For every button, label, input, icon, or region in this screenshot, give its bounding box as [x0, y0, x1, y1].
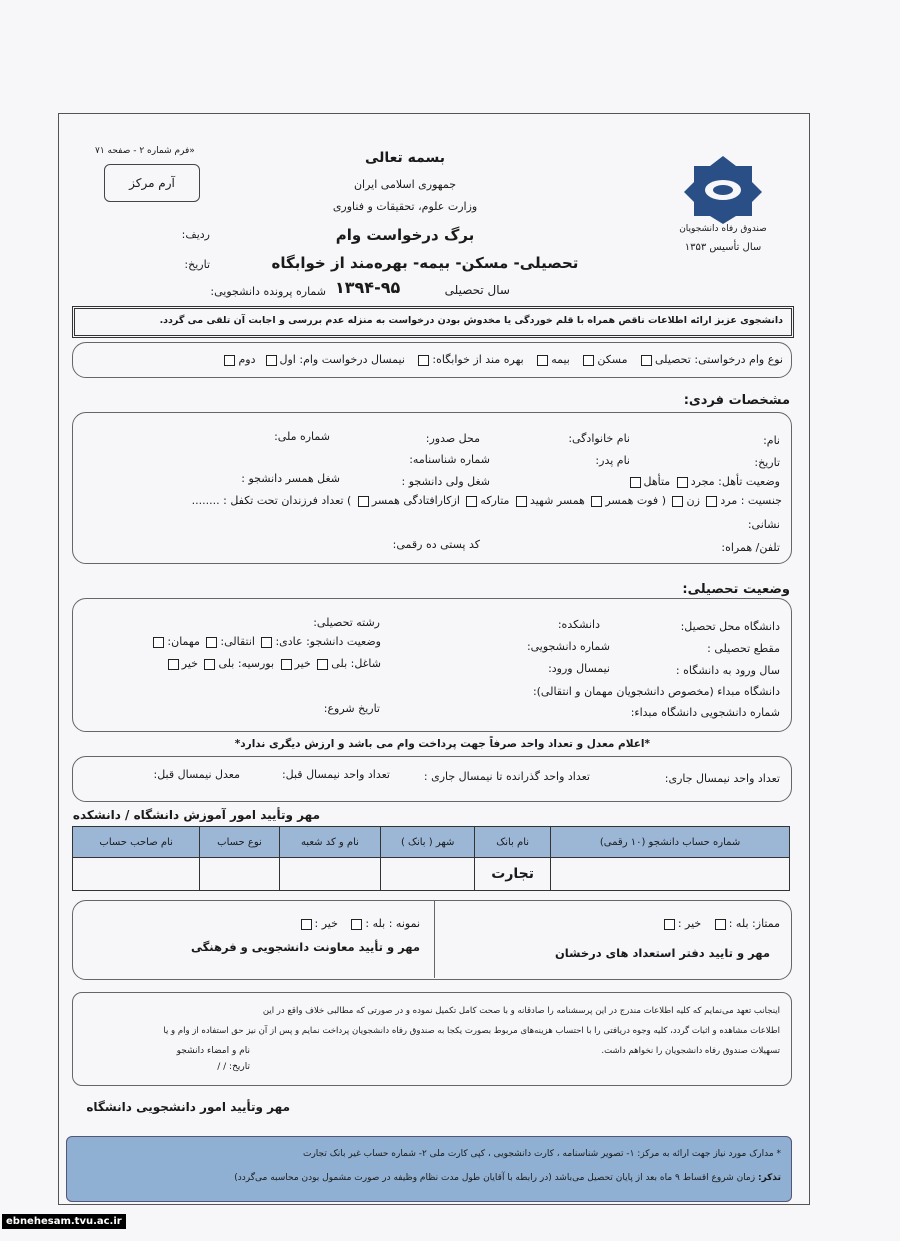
excellent-yes-checkbox[interactable]: [715, 919, 726, 930]
excellent-yes: بله :: [728, 917, 749, 930]
dorm-checkbox[interactable]: [418, 355, 429, 366]
gender-row: [150, 494, 782, 507]
disabled-spouse-label: ازکارافتادگی همسر: [371, 494, 460, 507]
first-semester-checkbox[interactable]: [266, 355, 277, 366]
cell-account-type[interactable]: [200, 858, 279, 891]
note-row: [81, 1173, 781, 1183]
sample-yes-checkbox[interactable]: [351, 919, 362, 930]
martyr-spouse-label: همسر شهید: [529, 494, 585, 507]
cell-city[interactable]: [381, 858, 475, 891]
marital-label: وضعیت تأهل:: [718, 475, 780, 488]
date-label: تاریخ:: [184, 258, 210, 271]
prev-units-field[interactable]: تعداد واحد نیمسال قبل:: [281, 768, 390, 781]
pledge-date[interactable]: تاریخ: / /: [217, 1062, 250, 1072]
family-field[interactable]: نام خانوادگی:: [568, 432, 630, 445]
option-academic: تحصیلی: [655, 353, 691, 366]
guest-checkbox[interactable]: [153, 637, 164, 648]
spouse-death-checkbox[interactable]: [591, 496, 602, 507]
cell-account-no[interactable]: [551, 858, 790, 891]
notice-box: [72, 306, 794, 338]
origin-univ-field[interactable]: دانشگاه مبداء (مخصوص دانشجویان مهمان و انتقالی):: [532, 685, 780, 698]
name-field[interactable]: نام:: [763, 434, 780, 447]
marital-row: [620, 475, 780, 488]
form-ref: «فرم شماره ۲ - صفحه ۷۱: [95, 146, 195, 156]
loan-type-label: نوع وام درخواستی:: [694, 353, 783, 366]
guardian-job-field[interactable]: شغل ولی دانشجو :: [401, 475, 490, 488]
father-field[interactable]: نام پدر:: [595, 454, 630, 467]
male-checkbox[interactable]: [706, 496, 717, 507]
employed-label: شاغل:: [350, 657, 381, 670]
faculty-field[interactable]: دانشکده:: [557, 618, 600, 631]
postal-field[interactable]: کد پستی ده رقمی:: [392, 538, 480, 551]
transfer-checkbox[interactable]: [206, 637, 217, 648]
header-branch: نام و کد شعبه: [279, 827, 381, 858]
transfer-label: انتقالی:: [220, 635, 255, 648]
header-account-no: شماره حساب دانشجو (۱۰ رقمی): [551, 827, 790, 858]
single-label: مجرد: [690, 475, 715, 488]
form-title: برگ درخواست وام: [335, 226, 475, 244]
cell-bank-name[interactable]: تجارت: [475, 858, 551, 891]
stamp-box: [104, 164, 200, 202]
country-name: جمهوری اسلامی ایران: [353, 178, 457, 191]
ministry-name: وزارت علوم، تحقیقات و فناوری: [332, 200, 478, 213]
scholarship-yes-checkbox[interactable]: [204, 659, 215, 670]
regular-checkbox[interactable]: [261, 637, 272, 648]
national-id-field[interactable]: شماره ملی:: [274, 430, 330, 443]
header-account-type: نوع حساب: [200, 827, 279, 858]
header-bank-name: نام بانک: [475, 827, 551, 858]
logo: [678, 154, 768, 224]
stamp-label: آرم مرکز: [129, 176, 175, 190]
pledge-line1: اینجانب تعهد می‌نمایم که کلیه اطلاعات مندرج در این پرسشنامه را صادقانه و با صحت کامل تکمیل نموده و در صورتی که مطالبی خلاف واقع در این: [262, 1006, 780, 1016]
martyr-spouse-checkbox[interactable]: [516, 496, 527, 507]
id-number-field[interactable]: شماره شناسنامه:: [409, 453, 490, 466]
housing-checkbox[interactable]: [583, 355, 594, 366]
excellent-row: [560, 917, 780, 930]
academic-checkbox[interactable]: [641, 355, 652, 366]
gender-label: جنسیت : مرد: [720, 494, 782, 507]
spouse-death-label: ( فوت همسر: [605, 494, 666, 507]
employed-yes-checkbox[interactable]: [317, 659, 328, 670]
children-label: ) تعداد فرزندان تحت تکفل : ........: [191, 494, 352, 507]
bank-table-header: [73, 827, 790, 858]
gpa-note: *اعلام معدل و تعداد واحد صرفاً جهت پرداخت وام می باشد و ارزش دیگری ندارد*: [234, 738, 650, 750]
scholarship-no-checkbox[interactable]: [168, 659, 179, 670]
passed-units-field[interactable]: تعداد واحد گذرانده تا نیمسال جاری :: [423, 770, 590, 783]
excellent-label: ممتاز:: [752, 917, 780, 930]
origin-no-field[interactable]: شماره دانشجویی دانشگاه مبداء:: [630, 706, 780, 719]
female-label: زن: [686, 494, 700, 507]
semester-label: نیمسال درخواست وام: اول: [279, 353, 405, 366]
header-holder: نام صاحب حساب: [73, 827, 200, 858]
option-housing: مسکن: [597, 353, 628, 366]
disabled-spouse-checkbox[interactable]: [358, 496, 369, 507]
deputy-stamp: مهر و تأیید معاونت دانشجویی و فرهنگی: [190, 940, 420, 954]
row-label: ردیف:: [181, 228, 210, 241]
single-checkbox[interactable]: [677, 477, 688, 488]
header-city: شهر ( بانک ): [381, 827, 475, 858]
sample-no-checkbox[interactable]: [301, 919, 312, 930]
gpa-prev-field[interactable]: معدل نیمسال قبل:: [153, 768, 240, 781]
second-semester-label: دوم: [238, 353, 256, 366]
pledge-line3: تسهیلات صندوق رفاه دانشجویان را نخواهم داشت.: [601, 1046, 780, 1056]
excellent-no: خیر :: [677, 917, 702, 930]
separated-label: متارکه: [480, 494, 510, 507]
file-no-label: شماره پرونده دانشجویی:: [210, 285, 326, 298]
spouse-job-field[interactable]: شغل همسر دانشجو :: [241, 472, 340, 485]
scholarship-label: بورسیه: بلی: [218, 657, 275, 670]
major-field[interactable]: رشته تحصیلی:: [313, 616, 380, 629]
sample-row: [200, 917, 420, 930]
footer-box: [66, 1136, 792, 1202]
employed-yes: بلی: [331, 657, 348, 670]
excellent-no-checkbox[interactable]: [664, 919, 675, 930]
signature-label: نام و امضاء دانشجو: [176, 1046, 250, 1056]
loan-types-title: تحصیلی- مسکن- بیمه- بهره‌مند از خوابگاه: [271, 254, 579, 272]
student-affairs-approval: مهر وتأیید امور دانشجویی دانشگاه: [86, 1100, 290, 1114]
loan-type-box: [72, 342, 792, 378]
address-field[interactable]: نشانی:: [747, 518, 780, 531]
student-status-label: وضعیت دانشجو: عادی:: [275, 635, 381, 648]
student-no-field[interactable]: شماره دانشجویی:: [526, 640, 610, 653]
option-dorm: بهره مند از خوابگاه:: [432, 353, 524, 366]
logo-text: صندوق رفاه دانشجویان: [679, 224, 767, 234]
table-row: [73, 858, 790, 891]
employment-row: [136, 657, 381, 670]
entry-semester-field[interactable]: نیمسال ورود:: [548, 662, 610, 675]
married-label: متأهل: [643, 475, 671, 488]
cell-branch[interactable]: [279, 858, 381, 891]
insurance-checkbox[interactable]: [537, 355, 548, 366]
loan-type-row: [221, 353, 783, 366]
student-status-row: [136, 635, 381, 648]
education-title: وضعیت تحصیلی:: [682, 582, 790, 597]
academic-year-value: ۱۳۹۴-۹۵: [335, 278, 401, 297]
watermark: ebnehesam.tvu.ac.ir: [2, 1214, 126, 1229]
guest-label: مهمان:: [167, 635, 200, 648]
separated-checkbox[interactable]: [466, 496, 477, 507]
option-insurance: بیمه: [551, 353, 570, 366]
personal-title: مشخصات فردی:: [683, 393, 790, 408]
second-semester-checkbox[interactable]: [224, 355, 235, 366]
note-label: تذکر:: [757, 1173, 781, 1183]
talent-divider: [434, 900, 435, 978]
pledge-line2: اطلاعات مشاهده و اثبات گردد، کلیه وجوه دریافتی را با احتساب هزینه‌های مربوط بصورت یکجا به صندوق رفاه دانشجویان پرداخت نمایم و پس از آن نیز حق استفاده از وام و یا: [163, 1026, 780, 1036]
bank-table: [72, 826, 790, 891]
cell-holder[interactable]: [73, 858, 200, 891]
employed-no-checkbox[interactable]: [281, 659, 292, 670]
academic-year-label: سال تحصیلی: [444, 283, 510, 297]
married-checkbox[interactable]: [630, 477, 641, 488]
note-text: زمان شروع اقساط ۹ ماه بعد از پایان تحصیل می‌باشد (در رابطه با آقایان طول مدت نظام وظیفه در صورت مشمول بودن محاسبه می‌گردد): [234, 1173, 756, 1183]
birth-date-field[interactable]: تاریخ:: [754, 456, 780, 469]
employed-no: خیر: [294, 657, 311, 670]
current-units-field[interactable]: تعداد واحد نیمسال جاری:: [664, 772, 780, 785]
start-date-field[interactable]: تاریخ شروع:: [323, 702, 380, 715]
sample-no: خیر :: [314, 917, 338, 930]
bismillah: بسمه تعالی: [364, 150, 446, 166]
founded-year: سال تأسیس ۱۳۵۳: [684, 242, 762, 253]
notice-text: دانشجوی عزیز ارائه اطلاعات ناقص همراه با قلم خوردگی یا مخدوش بودن درخواست به منزله عدم بررسی و اجابت آن تلقی می گردد.: [159, 315, 783, 326]
required-docs: * مدارک مورد نیاز جهت ارائه به مرکز: ۱- تصویر شناسنامه ، کارت دانشجویی ، کپی کارت ملی ۲- شماره حساب غیر بانک تجارت: [302, 1149, 781, 1159]
phone-field[interactable]: تلفن/ همراه:: [721, 541, 780, 554]
faculty-approval: مهر وتأیید امور آموزش دانشگاه / دانشکده: [72, 808, 320, 822]
sample-label: نمونه :: [388, 917, 420, 930]
female-checkbox[interactable]: [672, 496, 683, 507]
entry-year-field[interactable]: سال ورود به دانشگاه :: [675, 664, 780, 677]
university-field[interactable]: دانشگاه محل تحصیل:: [680, 620, 780, 633]
scholarship-no: خیر: [181, 657, 198, 670]
sample-yes: بله :: [365, 917, 386, 930]
talent-stamp: مهر و تایید دفتر استعداد های درخشان: [554, 946, 770, 960]
level-field[interactable]: مقطع تحصیلی :: [707, 642, 780, 655]
issue-place-field[interactable]: محل صدور:: [425, 432, 480, 445]
